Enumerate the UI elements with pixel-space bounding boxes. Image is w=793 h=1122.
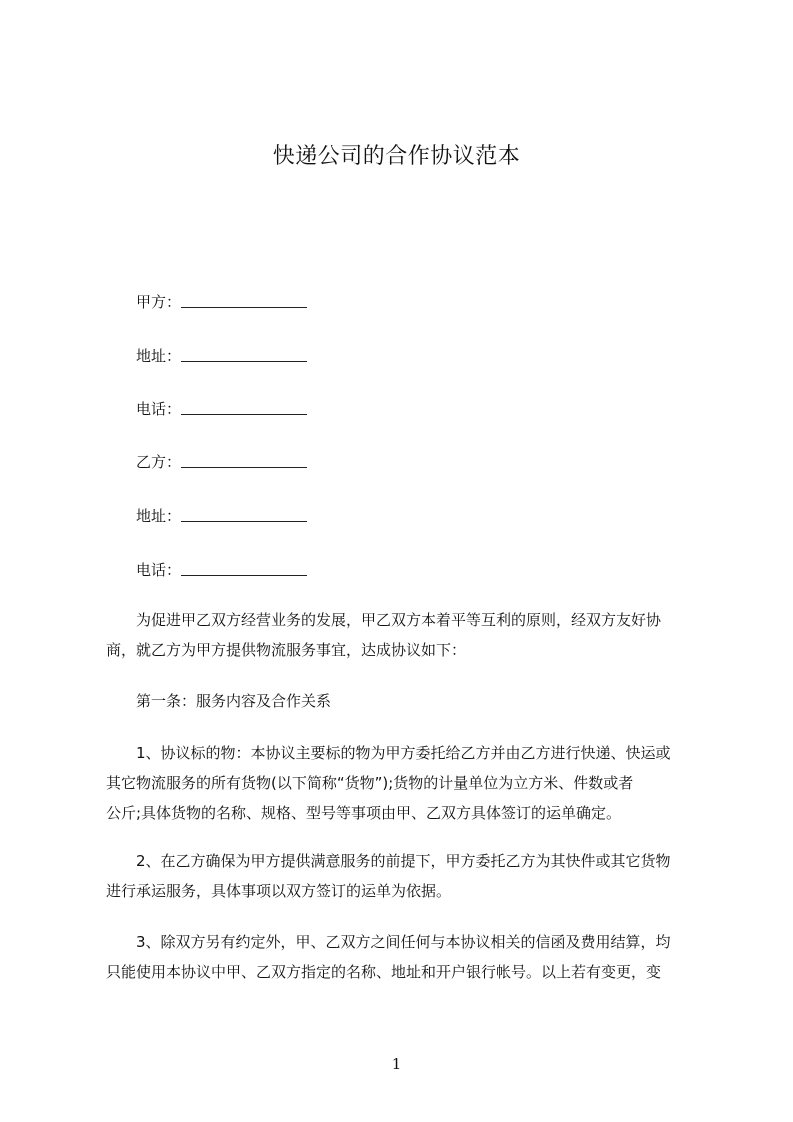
blank-line [181,560,307,576]
field-label: 地址： [136,507,182,525]
blank-line [181,399,307,415]
article-heading [136,686,740,716]
text-line: 只能使用本协议中甲、乙双方指定的名称、地址和开户银行帐号。以上若有变更，变 [106,963,662,981]
clause-1-paragraph [106,738,710,828]
text-line: 为促进甲乙双方经营业务的发展，甲乙双方本着平等互利的原则，经双方友好协 [106,611,662,629]
text-line: 公斤;具体货物的名称、规格、型号等事项由甲、乙双方具体签订的运单确定。 [106,804,622,822]
party-a-phone-field [136,399,307,419]
field-label: 地址： [136,347,182,365]
party-b-name-field [136,452,307,472]
blank-line [181,506,307,522]
party-a-name-field [136,292,307,312]
text-line: 其它物流服务的所有货物(以下简称“货物”);货物的计量单位为立方米、件数或者 [106,774,634,792]
party-a-address-field [136,346,307,366]
text-line: 进行承运服务，具体事项以双方签订的运单为依据。 [106,882,452,900]
text-line: 3、除双方另有约定外，甲、乙双方之间任何与本协议相关的信函及费用结算，均 [106,933,671,951]
field-label: 电话： [136,400,182,418]
field-label: 乙方： [136,453,182,471]
intro-paragraph [106,605,710,665]
party-b-address-field [136,506,307,526]
clause-2-paragraph [106,846,710,906]
text-line: 商，就乙方为甲方提供物流服务事宜，达成协议如下： [106,641,467,659]
text-line: 第一条：服务内容及合作关系 [136,692,332,710]
text-line: 2、在乙方确保为甲方提供满意服务的前提下，甲方委托乙方为其快件或其它货物 [106,852,671,870]
blank-line [181,452,307,468]
text-line: 1、协议标的物：本协议主要标的物为甲方委托给乙方并由乙方进行快递、快运或 [106,744,671,762]
blank-line [181,292,307,308]
field-label: 电话： [136,561,182,579]
field-label: 甲方： [136,293,182,311]
party-b-phone-field [136,560,307,580]
clause-3-paragraph [106,927,710,987]
blank-line [181,346,307,362]
page-title: 快递公司的合作协议范本 [272,144,521,169]
page-number: 1 [391,1055,402,1073]
